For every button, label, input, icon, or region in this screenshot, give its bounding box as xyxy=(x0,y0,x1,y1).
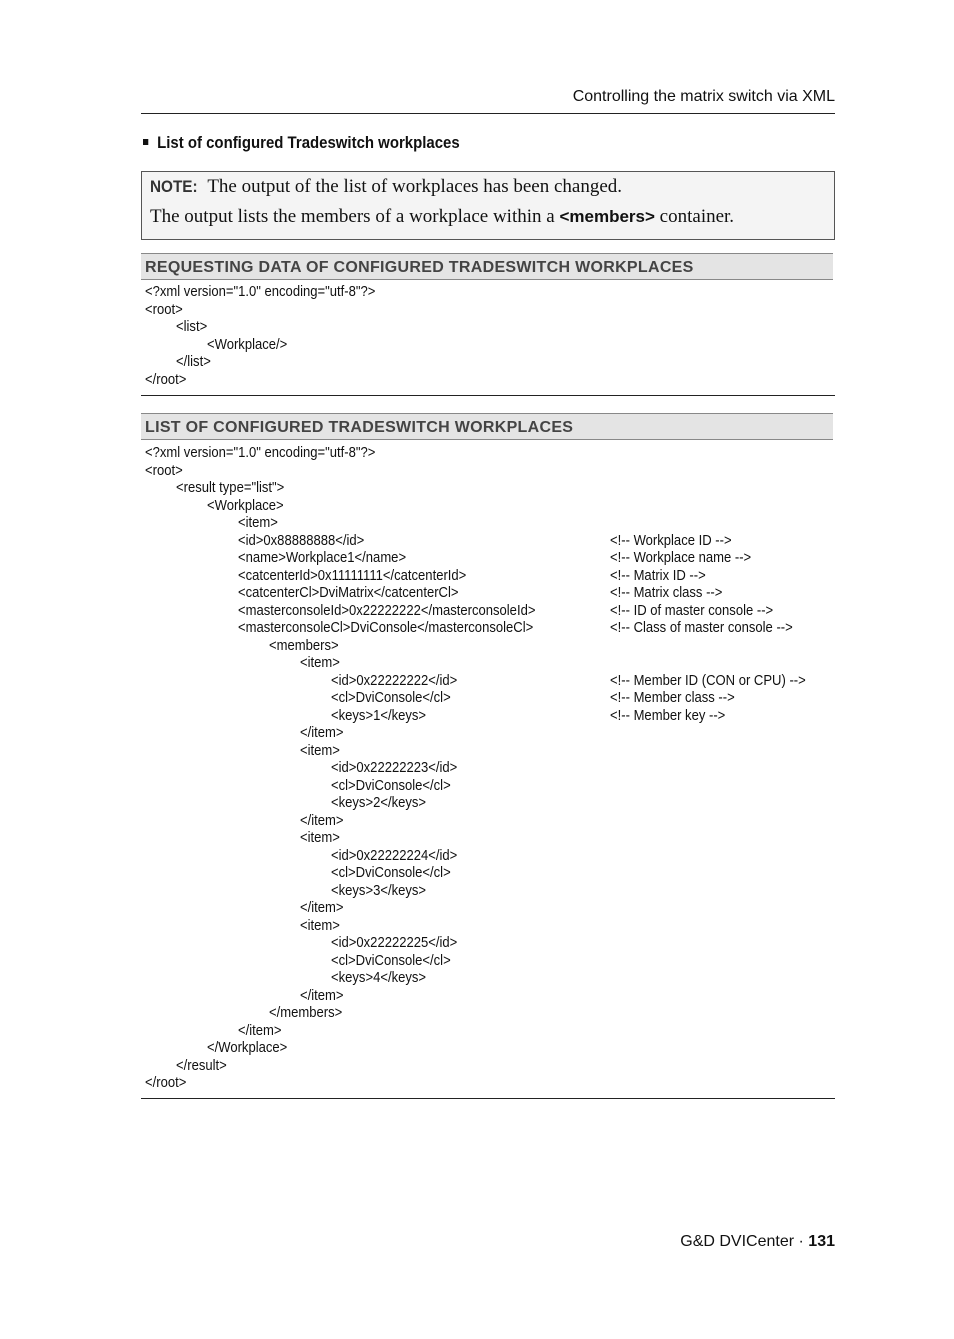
code-line xyxy=(141,760,835,778)
code-text: <id>0x22222222</id> xyxy=(331,672,458,689)
code-line xyxy=(141,568,835,586)
code-text: </members> xyxy=(269,1005,343,1021)
code-line xyxy=(141,498,835,516)
code-line xyxy=(141,1040,835,1058)
code-text: </item> xyxy=(300,812,344,829)
code-line xyxy=(141,1023,835,1041)
code-comment: <!-- Member class --> xyxy=(610,690,735,706)
note-members-tag: <members> xyxy=(559,207,655,226)
code-line xyxy=(141,585,835,603)
code-line xyxy=(141,620,835,638)
code-text: <cl>DviConsole</cl> xyxy=(331,865,451,881)
code-text: <members> xyxy=(269,637,339,654)
page-footer xyxy=(441,1233,835,1251)
bullet-icon xyxy=(143,139,148,145)
code-text: <?xml version="1.0" encoding="utf-8"?> xyxy=(145,445,376,461)
code-text: <id>0x22222225</id> xyxy=(331,935,458,951)
code-comment: <!-- Class of master console --> xyxy=(610,620,793,636)
code-text: <item> xyxy=(238,515,278,531)
code-line xyxy=(141,673,835,691)
code-text: <id>0x22222224</id> xyxy=(331,847,458,864)
code-text: <result type="list"> xyxy=(176,480,285,496)
response-code-block xyxy=(141,445,835,1099)
code-line xyxy=(141,778,835,796)
code-text: <cl>DviConsole</cl> xyxy=(331,952,451,969)
request-block-heading: REQUESTING DATA OF CONFIGURED TRADESWITCH WORKPLACES xyxy=(141,253,833,280)
code-line xyxy=(141,918,835,936)
code-line xyxy=(141,848,835,866)
code-comment: <!-- Member key --> xyxy=(610,707,726,724)
code-text: <root> xyxy=(145,462,183,479)
code-text: <keys>3</keys> xyxy=(331,882,427,899)
note-text-1: The output of the list of workplaces has been changed. xyxy=(207,176,623,197)
page-number: 131 xyxy=(808,1233,835,1250)
code-text: <catcenterCl>DviMatrix</catcenterCl> xyxy=(238,585,459,601)
code-text: <cl>DviConsole</cl> xyxy=(331,690,451,706)
code-line xyxy=(141,284,835,302)
code-text: </result> xyxy=(176,1057,227,1074)
code-line xyxy=(141,372,835,390)
code-text: <item> xyxy=(300,742,340,759)
code-line xyxy=(141,515,835,533)
code-text: </root> xyxy=(145,1075,187,1091)
request-code-block xyxy=(141,284,835,396)
code-line xyxy=(141,865,835,883)
code-text: <name>Workplace1</name> xyxy=(238,550,407,566)
note-line-1 xyxy=(150,176,622,198)
code-line xyxy=(141,463,835,481)
code-comment: <!-- Workplace ID --> xyxy=(610,532,732,549)
note-line-2 xyxy=(150,206,734,228)
code-line xyxy=(141,302,835,320)
code-line xyxy=(141,480,835,498)
code-text: </item> xyxy=(300,987,344,1004)
response-block-heading: LIST OF CONFIGURED TRADESWITCH WORKPLACES xyxy=(141,413,833,440)
code-line xyxy=(141,813,835,831)
code-text: <keys>4</keys> xyxy=(331,970,427,986)
code-line xyxy=(141,830,835,848)
note-box xyxy=(141,171,835,240)
code-line xyxy=(141,725,835,743)
code-line xyxy=(141,319,835,337)
code-line xyxy=(141,795,835,813)
code-line xyxy=(141,970,835,988)
code-text: <masterconsoleId>0x22222222</masterconsoleId> xyxy=(238,602,536,619)
code-text: <root> xyxy=(145,301,183,318)
code-line xyxy=(141,900,835,918)
code-line xyxy=(141,1005,835,1023)
code-text: <cl>DviConsole</cl> xyxy=(331,777,451,794)
code-line xyxy=(141,988,835,1006)
section-title xyxy=(143,133,460,153)
running-header: Controlling the matrix switch via XML xyxy=(572,88,835,105)
code-text: <keys>2</keys> xyxy=(331,795,427,811)
code-text: <masterconsoleCl>DviConsole</masterconsoleCl> xyxy=(238,620,534,636)
code-line xyxy=(141,337,835,355)
code-line xyxy=(141,1075,835,1093)
code-line xyxy=(141,638,835,656)
code-text: </item> xyxy=(238,1022,282,1039)
code-line xyxy=(141,1058,835,1076)
code-text: <catcenterId>0x11111111</catcenterId> xyxy=(238,567,467,584)
code-text: <list> xyxy=(176,319,208,335)
code-line xyxy=(141,603,835,621)
code-line xyxy=(141,708,835,726)
code-line xyxy=(141,935,835,953)
code-text: <Workplace/> xyxy=(207,336,288,353)
footer-product: G&D DVICenter · xyxy=(680,1233,804,1250)
code-text: <id>0x88888888</id> xyxy=(238,532,365,549)
code-comment: <!-- Matrix ID --> xyxy=(610,567,706,584)
code-text: <id>0x22222223</id> xyxy=(331,760,458,776)
code-text: </item> xyxy=(300,725,344,741)
code-text: <?xml version="1.0" encoding="utf-8"?> xyxy=(145,284,376,300)
code-line xyxy=(141,445,835,463)
code-line xyxy=(141,743,835,761)
code-text: <item> xyxy=(300,917,340,934)
code-text: <item> xyxy=(300,830,340,846)
code-line xyxy=(141,533,835,551)
code-line xyxy=(141,953,835,971)
section-title-text: List of configured Tradeswitch workplaces xyxy=(157,133,460,152)
code-comment: <!-- Matrix class --> xyxy=(610,585,723,601)
code-text: </list> xyxy=(176,354,211,370)
code-line xyxy=(141,690,835,708)
code-comment: <!-- Workplace name --> xyxy=(610,550,752,566)
code-text: </item> xyxy=(300,900,344,916)
code-text: </root> xyxy=(145,371,187,388)
note-text-2-before: The output lists the members of a workplace within a xyxy=(150,206,555,227)
code-text: <keys>1</keys> xyxy=(331,707,427,724)
code-text: <item> xyxy=(300,655,340,671)
code-text: </Workplace> xyxy=(207,1040,288,1056)
code-line xyxy=(141,883,835,901)
code-line xyxy=(141,354,835,372)
code-line xyxy=(141,550,835,568)
code-comment: <!-- ID of master console --> xyxy=(610,602,774,619)
code-line xyxy=(141,655,835,673)
note-text-2-after: container. xyxy=(659,206,735,227)
header-rule xyxy=(141,113,835,114)
note-label: NOTE: xyxy=(150,177,198,196)
code-text: <Workplace> xyxy=(207,497,284,514)
code-comment: <!-- Member ID (CON or CPU) --> xyxy=(610,672,806,689)
